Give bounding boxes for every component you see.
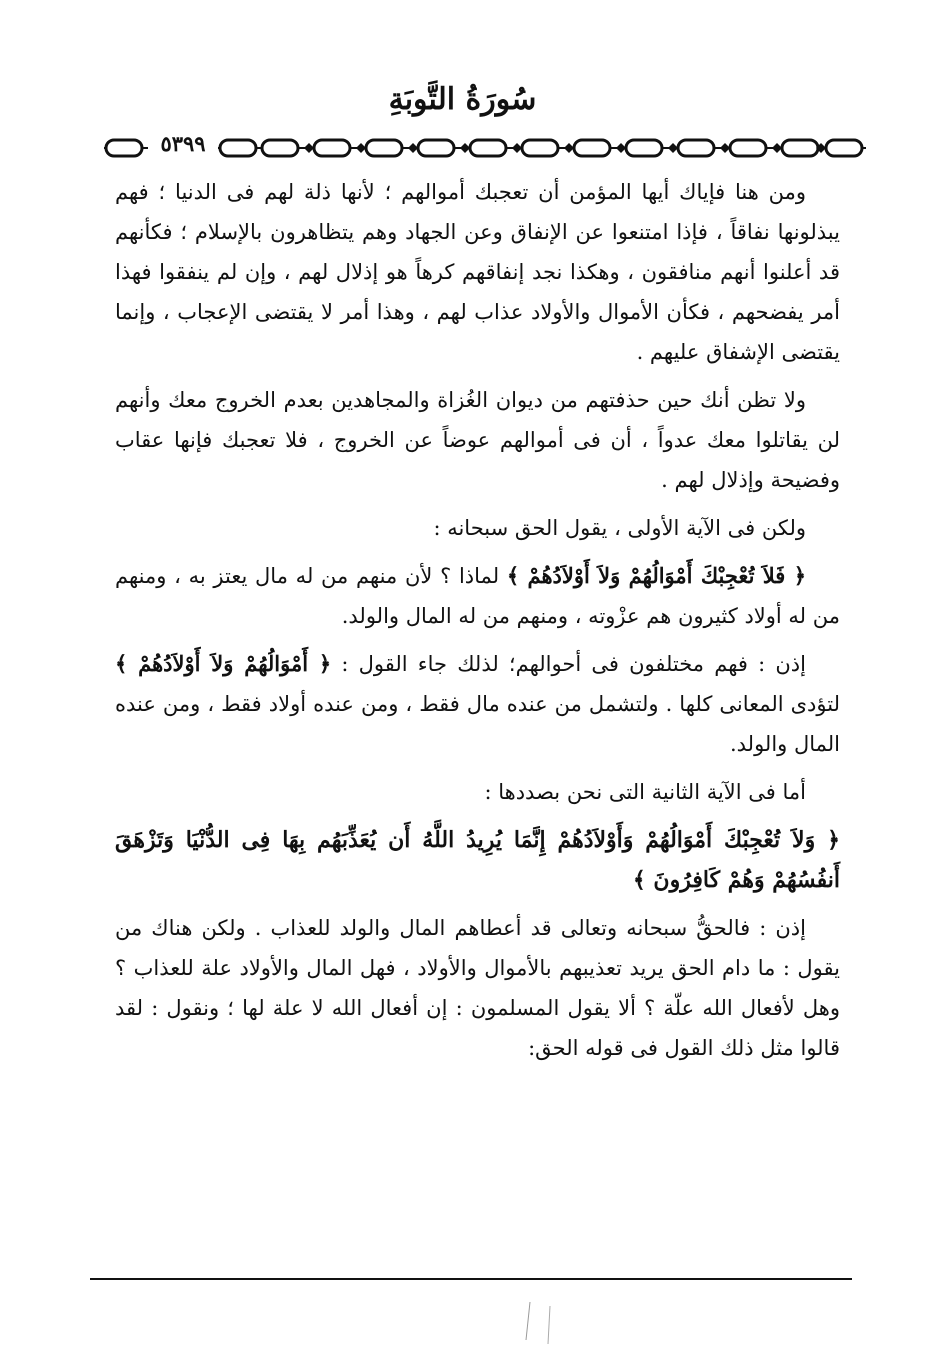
footer-divider — [90, 1278, 852, 1280]
page-number: ٥٣٩٩ — [148, 131, 218, 156]
paragraph-1: ومن هنا فإياك أيها المؤمن أن تعجبك أموالهم ؛ لأنها ذلة لهم فى الدنيا ؛ فهم يبذلونها نفاقاً ، فإذا امتنعوا عن الإنفاق وعن الجهاد وهم يتظاهرون بالإسلام ؛ فكأنهم قد أعلنوا أنهم منافقون ، وهكذا نجد إنفاقهم كرهاً هو إذلال لهم ، وإن لم ينفقوا فهذا أمر يفضحهم ، فكأن الأموال والأولاد عذاب لهم ، وهذا أمر لا يقتضى الإعجاب ، وإنما يقتضى الإشفاق عليهم . — [115, 180, 840, 364]
closing-paragraph: إذن : فالحقُّ سبحانه وتعالى قد أعطاهم المال والولد للعذاب . ولكن هناك من يقول : ما دام الحق يريد تعذيبهم بالأموال والأولاد ، فهل المال والأولاد علة للعذاب ؟ وهل لأفعال الله علّة ؟ ألا يقول المسلمون : إن أفعال الله لا علة لها ؛ ونقول : لقد قالوا مثل ذلك القول فى قوله الحق: — [115, 916, 840, 1060]
paragraph-intro-second-verse: أما فى الآية الثانية التى نحن بصددها : — [484, 780, 806, 804]
verse-paragraph-1 — [115, 556, 840, 636]
verse-intro: إذن : فهم مختلفون فى أحوالهم؛ لذلك جاء القول : — [331, 652, 806, 676]
paragraph-2: ولا تظن أنك حين حذفتهم من ديوان الغُزاة والمجاهدين بعدم الخروج معك وأنهم لن يقاتلوا معك عدواً ، أن فى أموالهم عوضاً عن الخروج ، فلا تعجبك فإنها عقاب وفضيحة وإذلال لهم . — [115, 388, 840, 492]
scan-artifact-icon — [520, 1300, 580, 1345]
quran-verse: ﴿ فَلاَ تُعْجِبْكَ أَمْوَالُهُمْ وَلاَ أَوْلاَدُهُمْ ﴾ — [506, 563, 806, 588]
verse-paragraph-2 — [115, 644, 840, 764]
surah-title: سُورَةُ التَّوبَةِ — [388, 82, 537, 117]
paragraph-3: ولكن فى الآية الأولى ، يقول الحق سبحانه : — [433, 516, 806, 540]
verse-commentary: لماذا ؟ لأن منهم من له مال يعتز به ، ومنهم من له أولاد كثيرون هم عزْوته ، ومنهم من له المال والولد. — [115, 564, 840, 628]
verse-commentary: لتؤدى المعانى كلها . ولتشمل من عنده مال فقط ، ومن عنده أولاد فقط ، ومن عنده المال والولد. — [115, 692, 840, 756]
second-quran-verse: ﴿ وَلاَ تُعْجِبْكَ أَمْوَالُهُمْ وَأَوْلاَدُهُمْ إِنَّمَا يُرِيدُ اللَّهُ أَن يُعَذِّبَهُم بِهَا فِى الدُّنْيَا وَتَزْهَقَ أَنفُسُهُمْ وَهُمْ كَافِرُونَ ﴾ — [115, 827, 840, 893]
page-body — [115, 172, 840, 1076]
quran-verse: ﴿ أَمْوَالُهُمْ وَلاَ أَوْلاَدُهُمْ ﴾ — [115, 651, 332, 676]
chain-ornament-icon — [104, 128, 866, 168]
